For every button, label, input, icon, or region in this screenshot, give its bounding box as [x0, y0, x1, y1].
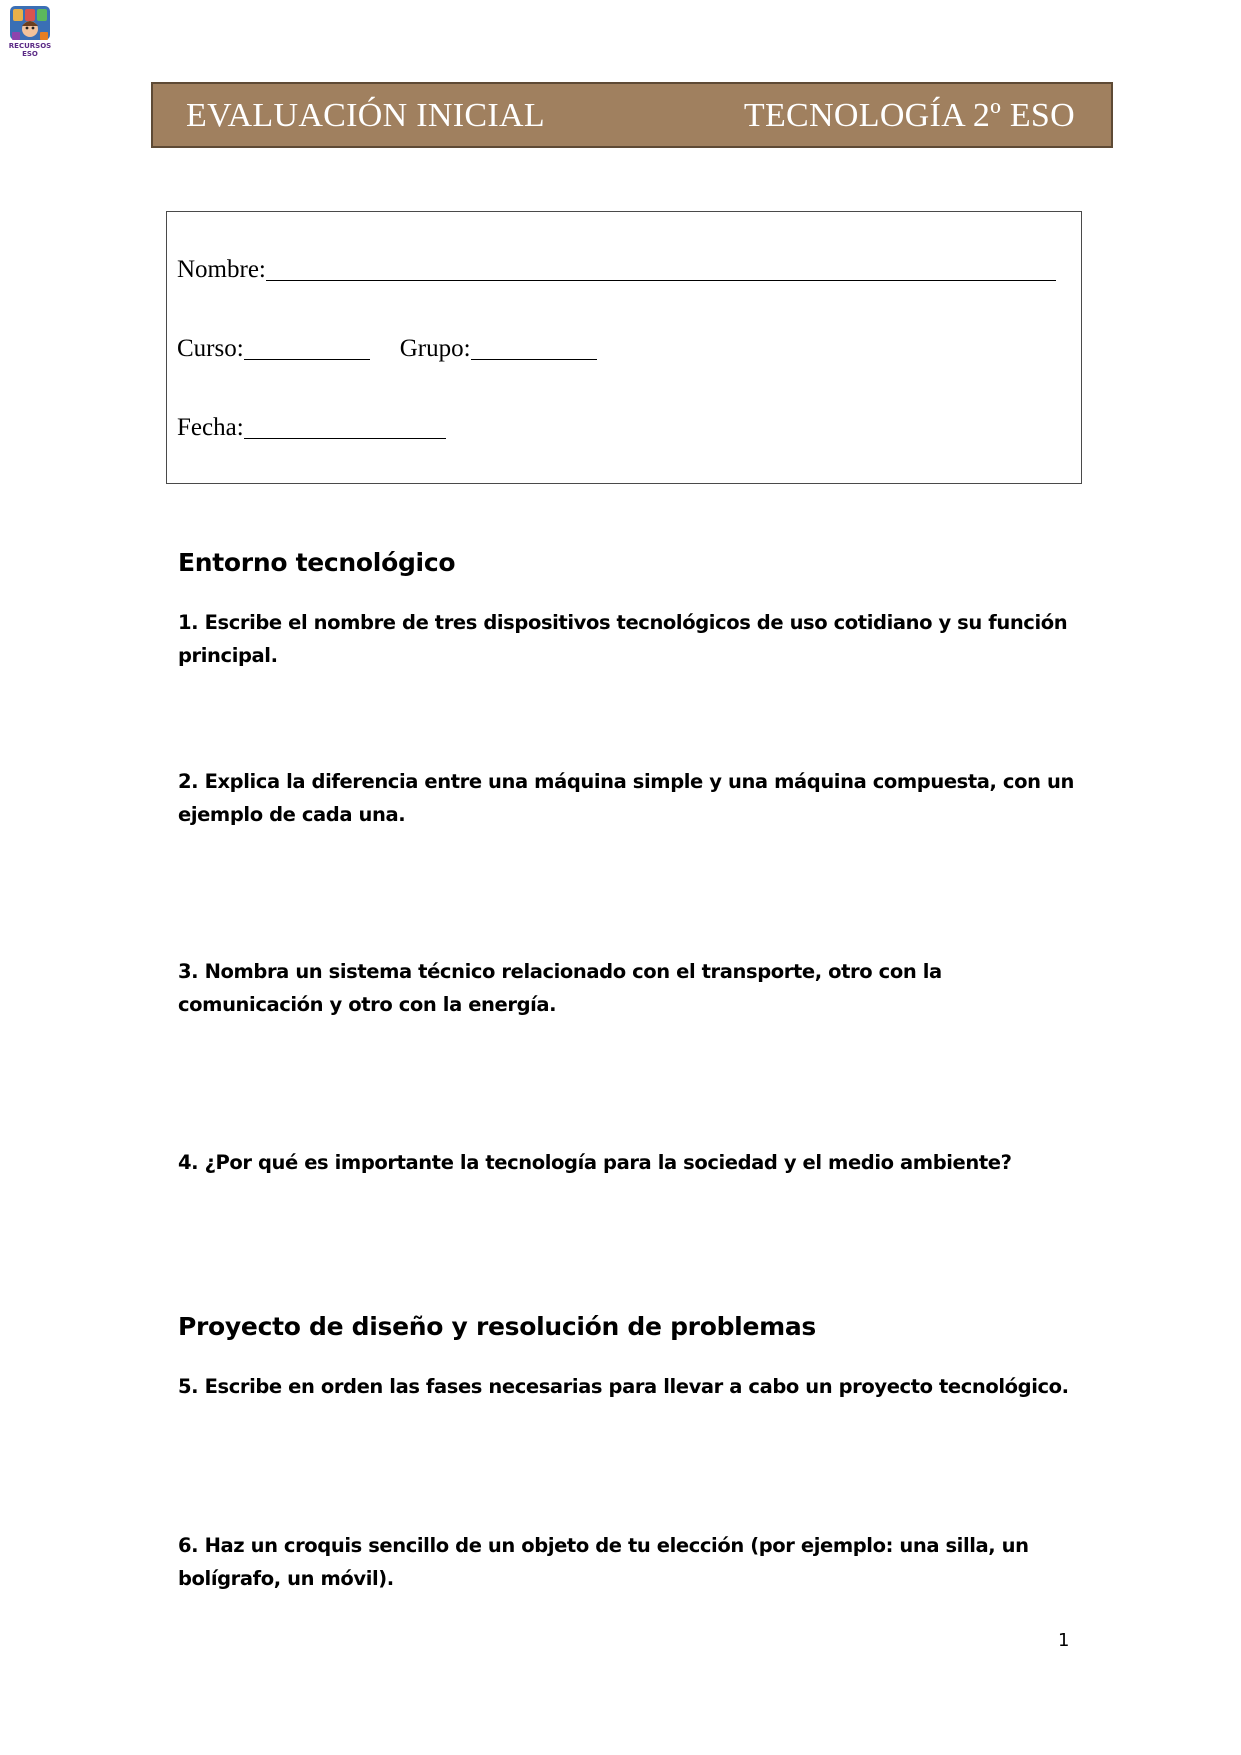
question-3: 3. Nombra un sistema técnico relacionado con el transporte, otro con la comunicación y otro con la energía.	[178, 960, 942, 1016]
nombre-label: Nombre:	[177, 256, 266, 283]
grupo-label: Grupo:	[399, 335, 471, 362]
curso-label: Curso:	[177, 335, 244, 362]
nombre-row	[177, 254, 1056, 284]
header-right-title: TECNOLOGÍA 2º ESO	[743, 97, 1075, 134]
page-number: 1	[1058, 1630, 1070, 1651]
grupo-blank-line[interactable]	[471, 337, 597, 360]
question-1: 1. Escribe el nombre de tres dispositivos tecnológicos de uso cotidiano y su función principal.	[178, 611, 1068, 667]
logo-icon	[8, 4, 52, 58]
question-4: 4. ¿Por qué es importante la tecnología para la sociedad y el medio ambiente?	[178, 1151, 1012, 1174]
section-title-proyecto: Proyecto de diseño y resolución de problemas	[178, 1312, 817, 1341]
curso-grupo-row	[177, 333, 597, 363]
header-banner	[151, 82, 1113, 148]
section-title-entorno: Entorno tecnológico	[178, 548, 456, 577]
question-6: 6. Haz un croquis sencillo de un objeto de tu elección (por ejemplo: una silla, un bolígrafo, un móvil).	[178, 1534, 1029, 1590]
student-info-box	[166, 211, 1082, 484]
fecha-label: Fecha:	[177, 414, 244, 441]
header-left-title: EVALUACIÓN INICIAL	[186, 97, 545, 134]
nombre-blank-line[interactable]	[266, 258, 1056, 281]
recursos-eso-logo	[8, 4, 52, 58]
svg-text:RECURSOS: RECURSOS	[8, 42, 52, 50]
question-2: 2. Explica la diferencia entre una máquina simple y una máquina compuesta, con un ejemplo de cada una.	[178, 770, 1074, 826]
svg-text:ESO: ESO	[22, 50, 38, 58]
fecha-blank-line[interactable]	[244, 416, 446, 439]
question-5: 5. Escribe en orden las fases necesarias para llevar a cabo un proyecto tecnológico.	[178, 1375, 1069, 1398]
curso-blank-line[interactable]	[244, 337, 370, 360]
fecha-row	[177, 412, 446, 442]
